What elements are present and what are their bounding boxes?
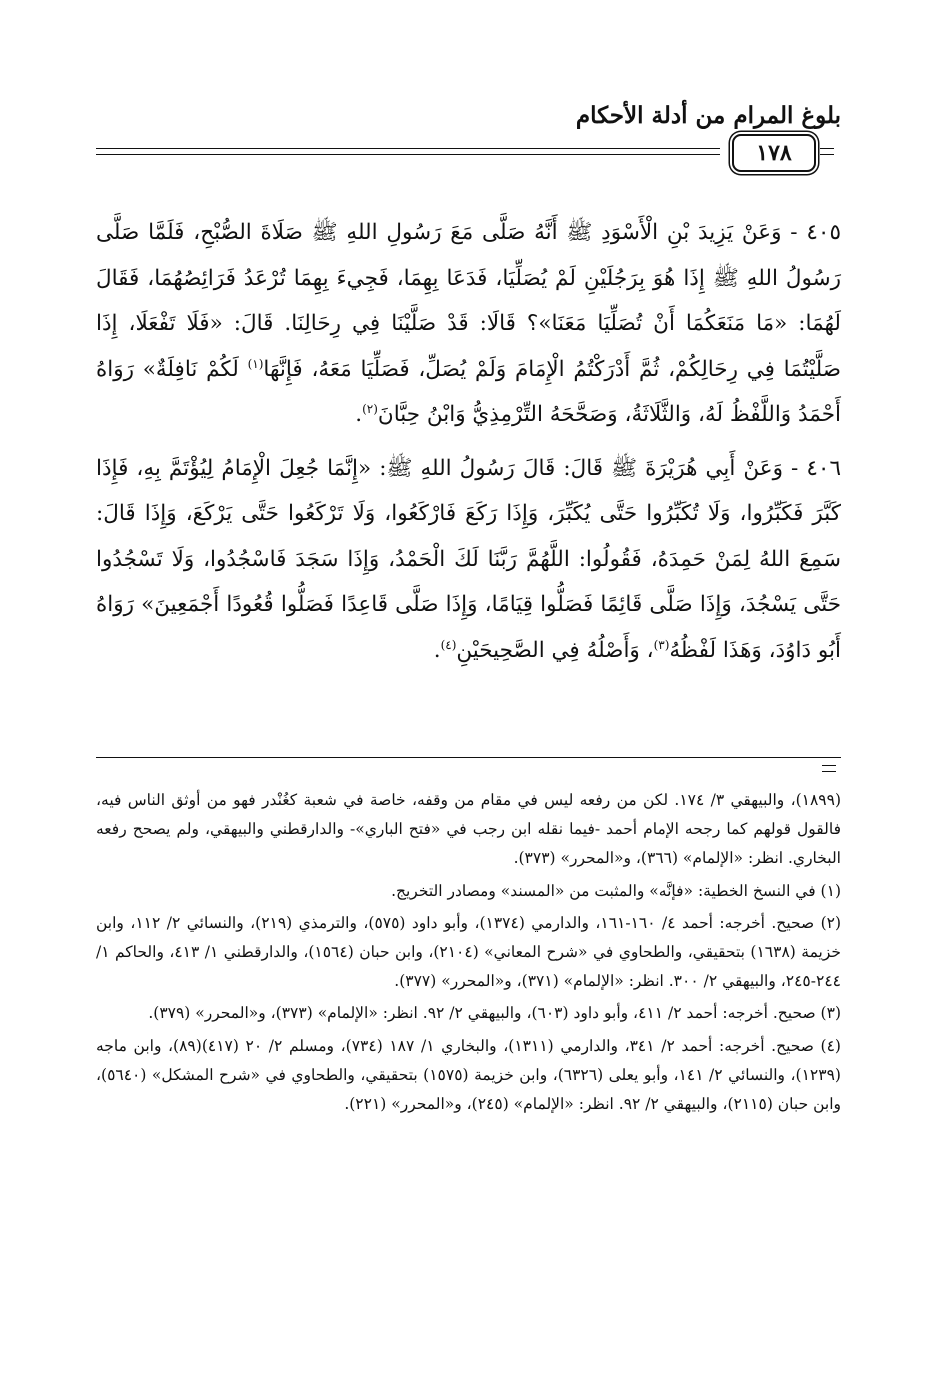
footnote-ref-1: (١) [247, 356, 264, 371]
footnote-ref-3: (٣) [653, 637, 670, 652]
footnote-continuation: (١٨٩٩)، والبيهقي ٣/ ١٧٤. لكن من رفعه ليس في مقام من وقفه، خاصة في شعبة كغُنْدر فهو من أوثق الناس فيه، فالقول قولهم كما رجحه الإمام أحمد -فيما نقله ابن رجب في «فتح الباري»- والدارقطني والبيهقي، ولم يصحح رفعه البخاري. انظر: «الإلمام» (٣٦٦)، و«المحرر» (٣٧٣). [96, 791, 842, 868]
footnote-separator [96, 757, 841, 760]
footnote-4: (٤) صحيح. أخرجه: أحمد ٢/ ٣٤١، والدارمي (١٣١١)، والبخاري ١/ ١٨٧ (٧٣٤)، ومسلم ٢/ ٢٠ (٤١٧)(٨٩)، وابن ماجه (١٢٣٩)، والنسائي ٢/ ١٤١، وأبو يعلى (٦٣٢٦)، وابن خزيمة (١٥٧٥) بتحقيقي، والطحاوي في «شرح المشكل» (٥٦٤٠)، وابن حبان (٢١١٥)، والبيهقي ٢/ ٩٢. انظر: «الإلمام» (٢٤٥)، و«المحرر» (٢٢١). [96, 1036, 841, 1114]
footnote-separator-mark [822, 765, 836, 772]
hadith-406 [96, 446, 841, 674]
main-text [96, 210, 841, 673]
hadith-406-end: . [433, 637, 441, 663]
hadith-405-end: . [355, 402, 363, 427]
footnote-1: (١) في النسخ الخطية: «فإنَّه» والمثبت من «المسند» ومصادر التخريج. [391, 881, 841, 900]
hadith-406-text-cont: ، وَأَصْلُهُ فِي الصَّحِيحَيْنِ [456, 637, 654, 663]
footnote-2: (٢) صحيح. أخرجه: أحمد ٤/ ١٦٠-١٦١، والدارمي (١٣٧٤)، وأبو داود (٥٧٥)، والترمذي (٢١٩)، والنسائي ٢/ ١١٢، وابن خزيمة (١٦٣٨) بتحقيقي، والطحاوي في «شرح المعاني» (٢١٠٤)، وابن حبان (١٥٦٤)، والدارقطني ١/ ٤١٣، والحاكم ١/ ٢٤٤-٢٤٥، والبيهقي ٢/ ٣٠٠. انظر: «الإلمام» (٣٧١)، و«المحرر» (٣٧٧). [96, 913, 842, 991]
footnotes [96, 786, 841, 1119]
book-title: بلوغ المرام من أدلة الأحكام [575, 102, 841, 129]
page-number: ١٧٨ [732, 134, 816, 172]
hadith-406-text: ٤٠٦ - وَعَنْ أَبِي هُرَيْرَةَ ﷺ قَالَ: قَالَ رَسُولُ اللهِ ﷺ: «إِنَّمَا جُعِلَ الْإِمَامُ لِيُؤْتَمَّ بِهِ، فَإِذَا كَبَّرَ فَكَبِّرُوا، وَلَا تُكَبِّرُوا حَتَّى يُكَبِّرَ، وَإِذَا رَكَعَ فَارْكَعُوا، وَلَا تَرْكَعُوا حَتَّى يَرْكَعَ، وَإِذَا قَالَ: سَمِعَ اللهُ لِمَنْ حَمِدَهُ، فَقُولُوا: اللَّهُمَّ رَبَّنَا لَكَ الْحَمْدُ، وَإِذَا سَجَدَ فَاسْجُدُوا، وَلَا تَسْجُدُوا حَتَّى يَسْجُدَ، وَإِذَا صَلَّى قَائِمًا فَصَلُّوا قِيَامًا، وَإِذَا صَلَّى قَاعِدًا فَصَلُّوا قُعُودًا أَجْمَعِينَ» رَوَاهُ أَبُو دَاوُدَ، وَهَذَا لَفْظُهُ [96, 455, 841, 663]
footnote-3: (٣) صحيح. أخرجه: أحمد ٢/ ٤١١، وأبو داود (٦٠٣)، والبيهقي ٢/ ٩٢. انظر: «الإلمام» (٣٧٣)، و«المحرر» (٣٧٩). [148, 1004, 841, 1023]
footnote-ref-4: (٤) [440, 637, 457, 652]
header-double-rule [96, 148, 720, 155]
hadith-405-text-cont: لَكُمْ نَافِلَةٌ» رَوَاهُ أَحْمَدُ وَاللَّفْظُ لَهُ، وَالثَّلَاثَةُ، وَصَحَّحَهُ التِّرْمِذِيُّ وَابْنُ حِبَّانَ [96, 356, 841, 427]
header-rule-end [820, 148, 834, 155]
hadith-405-text: ٤٠٥ - وَعَنْ يَزِيدَ بْنِ الْأَسْوَدِ ﷺ أَنَّهُ صَلَّى مَعَ رَسُولِ اللهِ ﷺ صَلَاةَ الصُّبْحِ، فَلَمَّا صَلَّى رَسُولُ اللهِ ﷺ إِذَا هُوَ بِرَجُلَيْنِ لَمْ يُصَلِّيَا، فَدَعَا بِهِمَا، فَجِيءَ بِهِمَا تُرْعَدُ فَرَائِصُهُمَا، فَقَالَ لَهُمَا: «مَا مَنَعَكُمَا أَنْ تُصَلِّيَا مَعَنَا»؟ قَالَا: قَدْ صَلَّيْنَا فِي رِحَالِنَا. قَالَ: «فَلَا تَفْعَلَا، إِذَا صَلَّيْتُمَا فِي رِحَالِكُمْ، ثُمَّ أَدْرَكْتُمُ الْإِمَامَ وَلَمْ يُصَلِّ، فَصَلِّيَا مَعَهُ، فَإِنَّهَا [96, 220, 841, 382]
footnote-ref-2: (٢) [362, 401, 378, 416]
page-header [96, 90, 841, 180]
hadith-405 [96, 210, 841, 438]
